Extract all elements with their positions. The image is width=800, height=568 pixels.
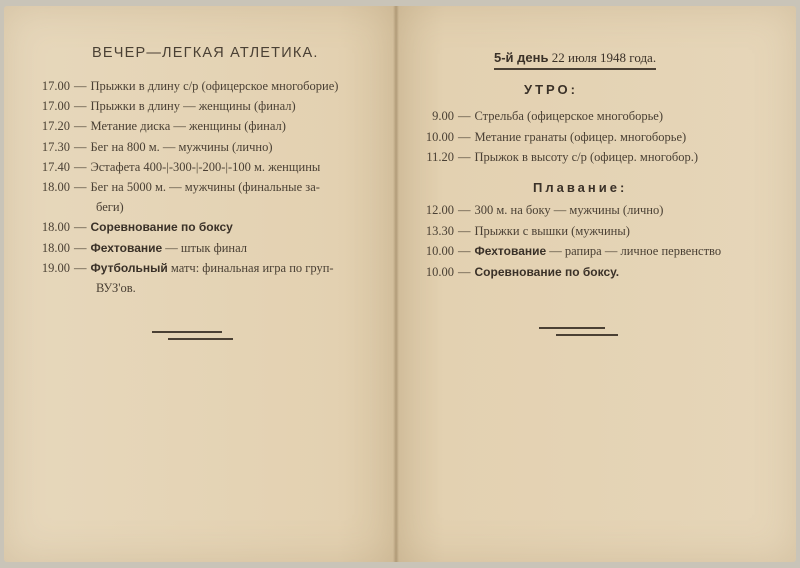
swimming-heading: Плавание: <box>533 180 628 195</box>
swim-schedule-time: 10.00 <box>425 244 454 258</box>
left-schedule-event: ВУЗ'ов. <box>96 281 136 295</box>
morning-schedule-event: Стрельба (офицерское многоборье) <box>474 109 663 123</box>
right-page <box>396 6 796 562</box>
left-schedule-dash: — <box>74 119 87 134</box>
left-schedule-row <box>96 199 124 216</box>
swim-schedule-event: 300 м. на боку — мужчины (лично) <box>474 203 664 217</box>
left-divider-top <box>152 331 222 333</box>
left-schedule-time: 17.00 <box>41 79 70 93</box>
left-schedule-event-bold: Соревнование по боксу <box>90 220 233 235</box>
left-schedule-row <box>96 280 136 297</box>
swim-schedule-row <box>414 202 663 219</box>
morning-schedule-row <box>414 149 698 166</box>
morning-schedule-event: Прыжок в высоту с/р (офицер. многобор.) <box>474 150 698 164</box>
left-schedule-event: Прыжки в длину — женщины (финал) <box>90 99 296 114</box>
left-schedule-time: 18.00 <box>41 180 70 194</box>
morning-schedule-row <box>414 129 686 146</box>
left-schedule-event: Бег на 800 м. — мужчины (лично) <box>90 139 273 154</box>
left-schedule-event: Прыжки в длину с/р (офицерское многоборие) <box>90 79 339 93</box>
left-schedule-dash: — <box>74 220 87 235</box>
morning-schedule-dash: — <box>458 129 471 144</box>
swim-schedule-event: — рапира — личное первенство <box>546 244 722 258</box>
left-schedule-row <box>36 260 334 277</box>
left-schedule-time: 18.00 <box>41 220 70 235</box>
morning-schedule-event: Метание гранаты (офицер. многоборье) <box>474 129 687 144</box>
left-schedule-event-bold: Футбольный <box>90 260 168 275</box>
left-schedule-dash: — <box>74 99 87 114</box>
left-schedule-time: 19.00 <box>41 260 70 275</box>
left-schedule-time: 17.00 <box>41 99 70 114</box>
left-schedule-dash: — <box>74 260 87 275</box>
swim-schedule-dash: — <box>458 223 471 238</box>
left-schedule-event: матч: финальная игра по груп- <box>167 260 334 275</box>
left-schedule-row <box>36 240 247 257</box>
left-schedule-event-bold: Фехтование <box>90 240 163 255</box>
left-schedule-event: Бег на 5000 м. — мужчины (финальные за- <box>90 180 320 194</box>
left-schedule-dash: — <box>74 240 87 255</box>
day-number: 5-й день <box>494 50 549 65</box>
left-schedule-row <box>36 118 286 135</box>
morning-heading: УТРО: <box>524 82 578 97</box>
morning-schedule-time: 10.00 <box>425 129 454 144</box>
left-schedule-row <box>36 219 233 236</box>
left-divider-bottom <box>168 338 233 340</box>
left-schedule-time: 18.00 <box>41 240 70 255</box>
morning-schedule-row <box>414 108 663 125</box>
left-schedule-row <box>36 78 338 95</box>
swim-schedule-time: 12.00 <box>425 203 454 217</box>
left-page-title: ВЕЧЕР—ЛЕГКАЯ АТЛЕТИКА. <box>92 45 319 61</box>
swim-schedule-dash: — <box>458 264 471 279</box>
left-schedule-event: Метание диска — женщины (финал) <box>90 119 286 134</box>
swim-schedule-time: 10.00 <box>425 264 454 279</box>
left-schedule-dash: — <box>74 139 87 154</box>
left-schedule-event: Эстафета 400-|-300-|-200-|-100 м. женщины <box>90 159 321 174</box>
left-schedule-event: беги) <box>96 200 124 215</box>
morning-schedule-time: 9.00 <box>432 109 454 123</box>
swim-schedule-row <box>414 223 630 240</box>
left-schedule-time: 17.30 <box>41 139 70 154</box>
morning-schedule-time: 11.20 <box>426 150 454 164</box>
left-schedule-dash: — <box>74 180 87 194</box>
left-schedule-time: 17.40 <box>41 159 70 174</box>
swim-schedule-event: Прыжки с вышки (мужчины) <box>474 223 630 238</box>
swim-schedule-event-bold: Фехтование <box>474 244 547 258</box>
swim-schedule-dash: — <box>458 203 471 217</box>
left-schedule-dash: — <box>74 159 87 174</box>
swim-schedule-row <box>414 243 721 260</box>
left-schedule-time: 17.20 <box>41 119 70 134</box>
swim-schedule-time: 13.30 <box>425 223 454 238</box>
swim-schedule-dash: — <box>458 244 471 258</box>
right-divider-bottom <box>556 334 618 336</box>
morning-schedule-dash: — <box>458 150 471 164</box>
swim-schedule-row <box>414 264 619 281</box>
left-schedule-dash: — <box>74 79 87 93</box>
swim-schedule-event-bold: Соревнование по боксу. <box>474 264 620 279</box>
day-date: 22 июля 1948 года. <box>548 50 657 65</box>
book-spine <box>393 6 399 562</box>
left-schedule-row <box>36 179 320 196</box>
right-divider-top <box>539 327 605 329</box>
left-schedule-row <box>36 98 296 115</box>
day-heading <box>494 50 656 70</box>
morning-schedule-dash: — <box>458 109 471 123</box>
left-schedule-row <box>36 159 320 176</box>
left-schedule-event: — штык финал <box>162 240 247 255</box>
left-schedule-row <box>36 139 273 156</box>
